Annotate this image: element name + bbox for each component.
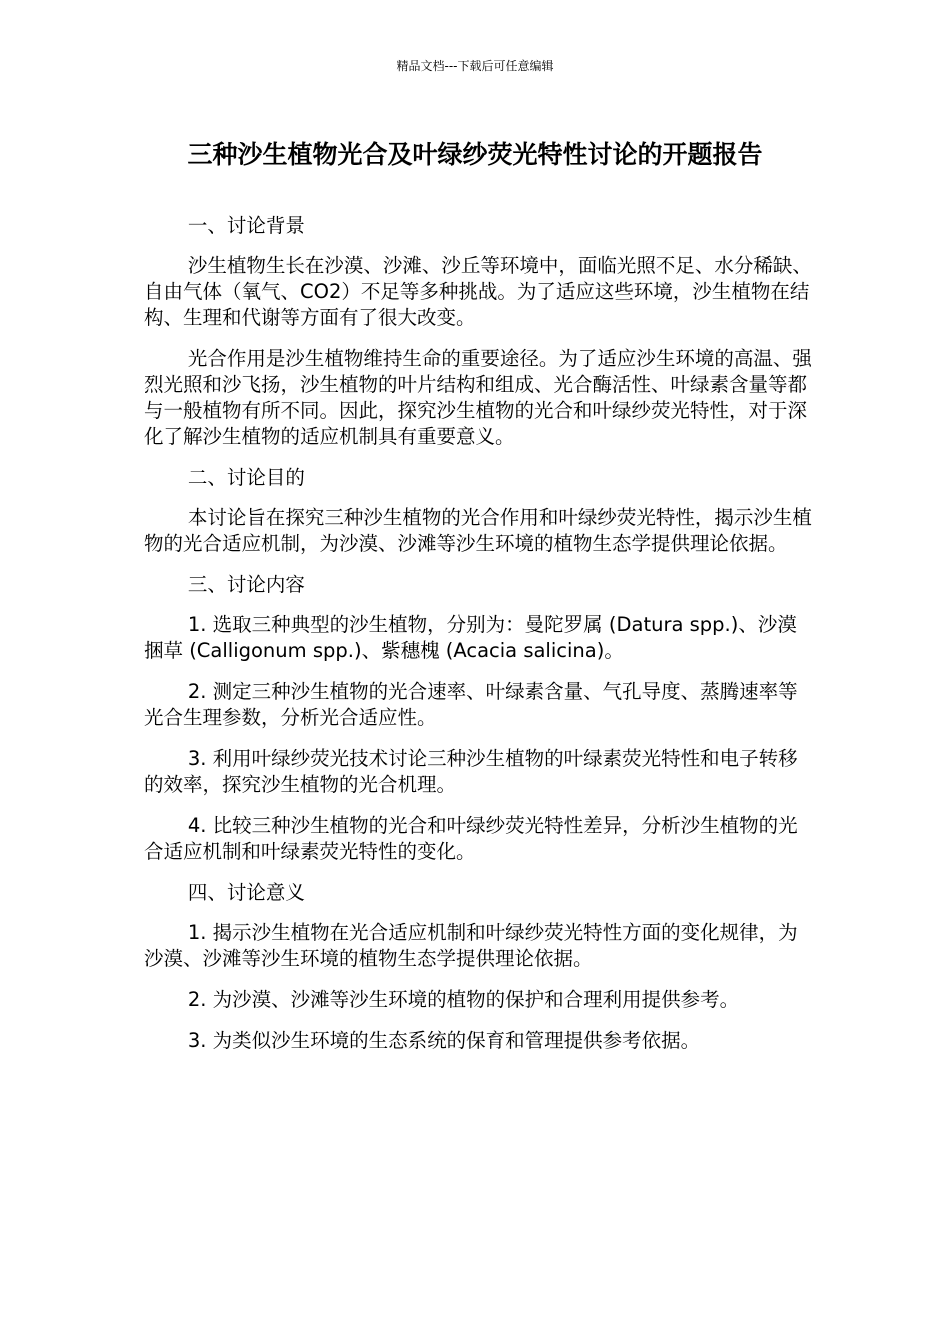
content-item-1: 1. 选取三种典型的沙生植物，分别为：曼陀罗属 (Datura spp.)、沙漠捆草 (Calligonum spp.)、紫穗槐 (Acacia salicina)。: [144, 613, 797, 662]
content-item-2: 2. 测定三种沙生植物的光合速率、叶绿素含量、气孔导度、蒸腾速率等光合生理参数，分析光合适应性。: [144, 680, 798, 729]
paragraph-background-2: 光合作用是沙生植物维持生命的重要途径。为了适应沙生环境的高温、强烈光照和沙飞扬，沙生植物的叶片结构和组成、光合酶活性、叶绿素含量等都与一般植物有所不同。因此，探究沙生植物的光合和叶绿纱荧光特性，对于深化了解沙生植物的适应机制具有重要意义。: [144, 347, 812, 448]
content-item-3: 3. 利用叶绿纱荧光技术讨论三种沙生植物的叶绿素荧光特性和电子转移的效率，探究沙生植物的光合机理。: [144, 747, 798, 796]
content-item-4: 4. 比较三种沙生植物的光合和叶绿纱荧光特性差异，分析沙生植物的光合适应机制和叶绿素荧光特性的变化。: [144, 814, 798, 863]
document-body: [144, 213, 816, 1069]
paragraph-purpose-1: 本讨论旨在探究三种沙生植物的光合作用和叶绿纱荧光特性，揭示沙生植物的光合适应机制，为沙漠、沙滩等沙生环境的植物生态学提供理论依据。: [144, 506, 812, 555]
document-title: 三种沙生植物光合及叶绿纱荧光特性讨论的开题报告: [187, 140, 763, 169]
significance-item-2: 2. 为沙漠、沙滩等沙生环境的植物的保护和合理利用提供参考。: [187, 988, 740, 1011]
section-heading-content: 三、讨论内容: [187, 573, 305, 596]
paragraph-background-1: 沙生植物生长在沙漠、沙滩、沙丘等环境中，面临光照不足、水分稀缺、自由气体（氧气、CO2）不足等多种挑战。为了适应这些环境，沙生植物在结构、生理和代谢等方面有了很大改变。: [144, 254, 812, 329]
section-heading-significance: 四、讨论意义: [187, 881, 305, 904]
section-heading-background: 一、讨论背景: [187, 214, 305, 237]
header-note: 精品文档---下载后可任意编辑: [396, 59, 554, 73]
significance-item-3: 3. 为类似沙生环境的生态系统的保育和管理提供参考依据。: [187, 1029, 701, 1052]
significance-item-1: 1. 揭示沙生植物在光合适应机制和叶绿纱荧光特性方面的变化规律，为沙漠、沙滩等沙生环境的植物生态学提供理论依据。: [144, 921, 798, 970]
section-heading-purpose: 二、讨论目的: [187, 466, 305, 489]
